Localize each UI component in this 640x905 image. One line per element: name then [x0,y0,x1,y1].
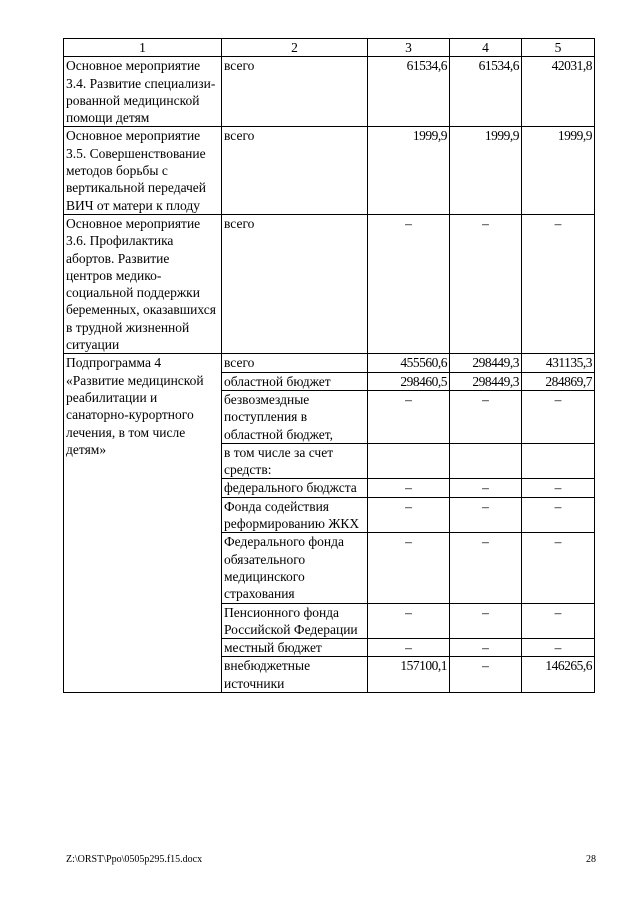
value-cell: – [368,390,450,443]
table-row [64,214,595,353]
value-cell: 298449,3 [450,354,522,372]
source-cell: Федерального фонда обязательного медицинского страхования [222,533,368,603]
value-cell: – [450,603,522,639]
source-cell: в том числе за счет средств: [222,443,368,479]
subprogram-title-cell: Подпрограмма 4 «Развитие медицинской реабилитации и санаторно-курортного лечения, в том числе детям» [64,354,222,693]
value-cell: – [450,479,522,497]
value-cell: – [522,214,595,353]
footer-file-path: Z:\ORST\Ppo\0505p295.f15.docx [66,854,203,865]
value-cell: 61534,6 [368,57,450,127]
header-row [64,39,595,57]
activity-cell: Основное мероприятие 3.6. Профилактика абортов. Развитие центров медико-социальной поддержки беременных, оказавшихся в трудной жизненной ситуации [64,214,222,353]
value-cell: 61534,6 [450,57,522,127]
value-cell: 1999,9 [522,127,595,214]
value-cell: – [368,497,450,533]
source-cell: областной бюджет [222,372,368,390]
source-cell: Фонда содействия реформированию ЖКХ [222,497,368,533]
header-cell: 4 [450,39,522,57]
header-cell: 5 [522,39,595,57]
value-cell [522,443,595,479]
activity-cell: Основное мероприятие 3.4. Развитие специализи-рованной медицинской помощи детям [64,57,222,127]
value-cell: – [368,533,450,603]
financing-table [63,38,595,693]
source-cell: безвозмездные поступления в областной бюджет, [222,390,368,443]
value-cell: – [368,479,450,497]
value-cell: 284869,7 [522,372,595,390]
value-cell: – [522,390,595,443]
value-cell: – [522,603,595,639]
source-cell: всего [222,354,368,372]
value-cell: – [450,639,522,657]
header-cell: 2 [222,39,368,57]
value-cell [368,443,450,479]
value-cell: 298460,5 [368,372,450,390]
table-row [64,127,595,214]
value-cell: 157100,1 [368,657,450,693]
value-cell: 431135,3 [522,354,595,372]
value-cell: – [450,533,522,603]
value-cell: – [368,639,450,657]
value-cell: – [522,479,595,497]
value-cell: – [522,533,595,603]
table-row [64,57,595,127]
header-cell: 1 [64,39,222,57]
table-row [64,354,595,372]
header-cell: 3 [368,39,450,57]
value-cell: – [450,214,522,353]
value-cell: – [368,214,450,353]
value-cell: – [450,390,522,443]
source-cell: всего [222,214,368,353]
value-cell: 1999,9 [368,127,450,214]
value-cell: 146265,6 [522,657,595,693]
source-cell: внебюджетные источники [222,657,368,693]
value-cell: – [450,497,522,533]
page-number: 28 [586,854,596,865]
value-cell: – [450,657,522,693]
value-cell: 1999,9 [450,127,522,214]
value-cell: 298449,3 [450,372,522,390]
value-cell: – [368,603,450,639]
source-cell: всего [222,127,368,214]
source-cell: всего [222,57,368,127]
value-cell [450,443,522,479]
value-cell: 455560,6 [368,354,450,372]
source-cell: Пенсионного фонда Российской Федерации [222,603,368,639]
value-cell: – [522,639,595,657]
value-cell: 42031,8 [522,57,595,127]
value-cell: – [522,497,595,533]
source-cell: местный бюджет [222,639,368,657]
source-cell: федерального бюджста [222,479,368,497]
activity-cell: Основное мероприятие 3.5. Совершенствование методов борьбы с вертикальной передачей ВИЧ от матери к плоду [64,127,222,214]
